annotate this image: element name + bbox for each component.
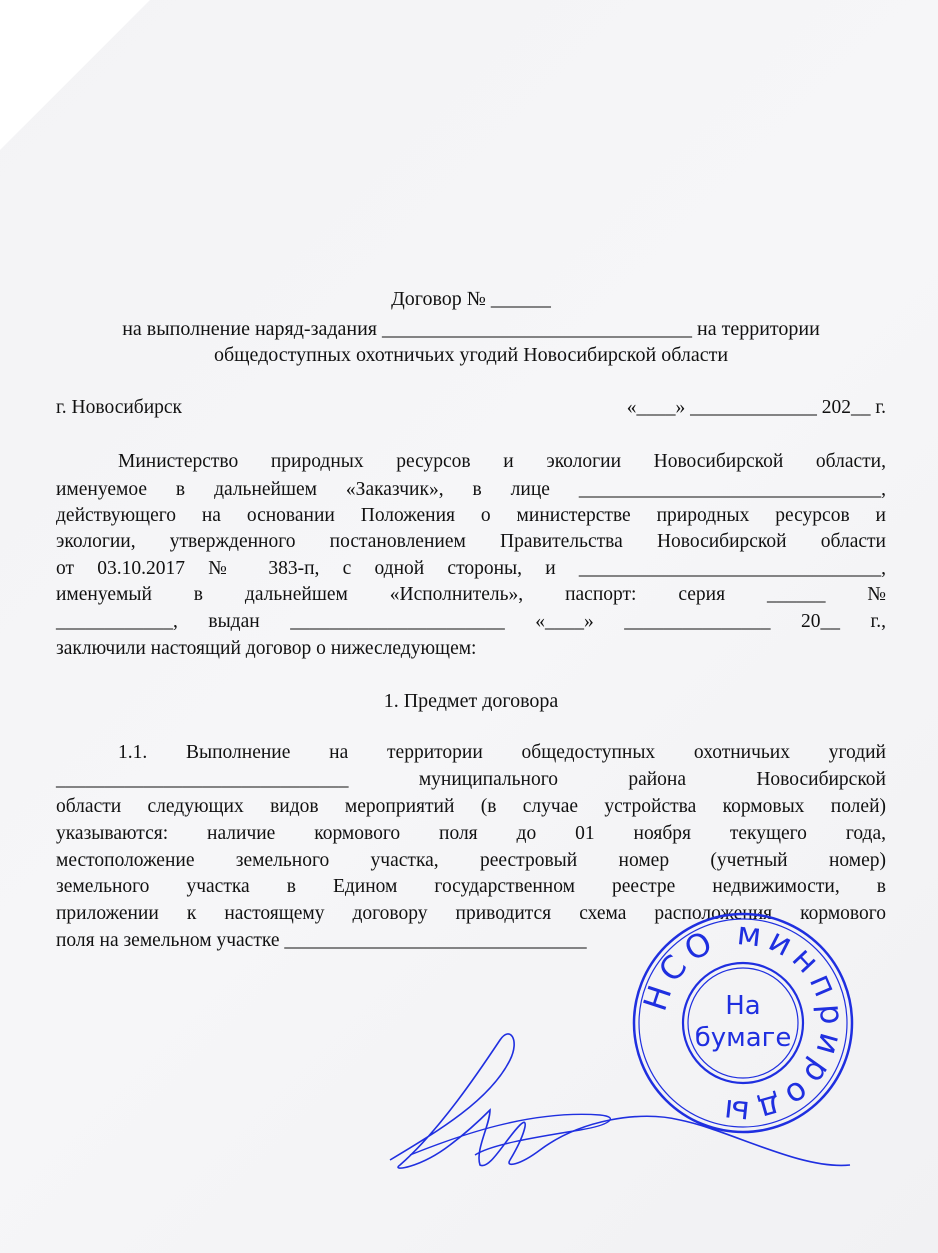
section-1-line: местоположение земельного участка, реестровый номер (учетный номер) bbox=[56, 850, 886, 871]
intro-line: именуемый в дальнейшем «Исполнитель», паспорт: серия ______ № bbox=[56, 584, 886, 605]
section-1-title: 1. Предмет договора bbox=[383, 690, 559, 712]
section-1-line: 1.1. Выполнение на территории общедоступных охотничьих угодий bbox=[118, 742, 886, 763]
section-1-line: земельного участка в Едином государственном реестре недвижимости, в bbox=[56, 876, 886, 897]
contract-date: «____» _____________ 202__ г. bbox=[626, 397, 886, 418]
page-corner-fold bbox=[0, 0, 150, 150]
stamp-ring-text: НСО минприроды bbox=[635, 914, 852, 1133]
round-stamp bbox=[628, 908, 858, 1138]
intro-line: от 03.10.2017 № 383-п, с одной стороны, и _______________________________, bbox=[56, 558, 886, 579]
section-1-line: указываются: наличие кормового поля до 01 ноября текущего года, bbox=[56, 823, 886, 844]
intro-line: ____________, выдан ______________________ «____» _______________ 20__ г., bbox=[56, 611, 886, 632]
stamp-center-line-2: бумаге bbox=[694, 1023, 792, 1053]
stamp-center-line-1: На bbox=[725, 991, 761, 1021]
contract-title: Договор № ______ bbox=[391, 288, 551, 310]
section-1-line: ______________________________ муниципального района Новосибирской bbox=[56, 769, 886, 790]
intro-line: заключили настоящий договор о нижеследующем: bbox=[56, 638, 477, 659]
contract-subtitle-2: общедоступных охотничьих угодий Новосибирской области bbox=[213, 344, 729, 366]
intro-line: действующего на основании Положения о министерстве природных ресурсов и bbox=[56, 505, 886, 526]
section-1-line: области следующих видов мероприятий (в случае устройства кормовых полей) bbox=[56, 796, 886, 817]
intro-line: Министерство природных ресурсов и экологии Новосибирской области, bbox=[118, 451, 886, 472]
contract-subtitle-1: на выполнение наряд-задания _______________________________ на территории bbox=[122, 318, 820, 340]
section-1-line: поля на земельном участке _______________________________ bbox=[56, 930, 587, 951]
contract-city: г. Новосибирск bbox=[56, 397, 183, 418]
intro-line: именуемое в дальнейшем «Заказчик», в лице _______________________________, bbox=[56, 479, 886, 500]
intro-line: экологии, утвержденного постановлением Правительства Новосибирской области bbox=[56, 531, 886, 552]
section-1-line: приложении к настоящему договору приводится схема расположения кормового bbox=[56, 903, 886, 924]
